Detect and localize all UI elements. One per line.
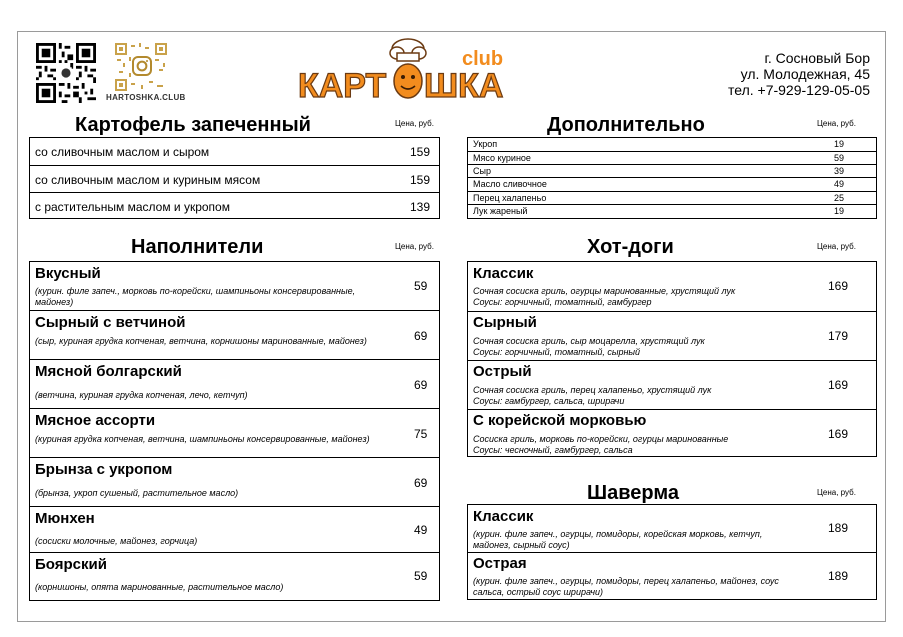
item-price: 75 bbox=[414, 427, 428, 441]
svg-text:club: club bbox=[462, 48, 504, 70]
extra-table bbox=[467, 137, 877, 219]
address-block bbox=[728, 50, 870, 98]
table-row bbox=[468, 505, 876, 552]
item-name: Мясо куриное bbox=[473, 153, 531, 163]
table-row bbox=[30, 192, 439, 218]
table-row bbox=[30, 138, 439, 165]
svg-text:ШКА: ШКА bbox=[424, 67, 504, 105]
table-row bbox=[468, 552, 876, 599]
instagram-label: HARTOSHKA.CLUB bbox=[106, 93, 186, 102]
address-street: ул. Молодежная, 45 bbox=[740, 66, 870, 82]
item-name: Боярский bbox=[35, 556, 107, 573]
item-price: 59 bbox=[834, 153, 845, 163]
item-name: Сырный bbox=[473, 314, 537, 331]
item-price: 169 bbox=[828, 378, 849, 392]
item-name: Перец халапеньо bbox=[473, 193, 547, 203]
item-name: С корейской морковью bbox=[473, 412, 647, 429]
table-row bbox=[30, 262, 439, 310]
item-price: 189 bbox=[828, 521, 849, 535]
item-name: Классик bbox=[473, 265, 534, 282]
item-price: 69 bbox=[414, 329, 428, 343]
qr-code-icon bbox=[36, 43, 96, 103]
table-row bbox=[468, 204, 876, 218]
baked-table bbox=[29, 137, 440, 219]
item-description: Сочная сосиска гриль, перец халапеньо, хрустящий лук bbox=[473, 385, 712, 395]
fillings-table bbox=[29, 261, 440, 601]
item-name: Сырный с ветчиной bbox=[35, 314, 186, 331]
table-row bbox=[468, 151, 876, 164]
item-price: 19 bbox=[834, 139, 845, 149]
item-price: 59 bbox=[414, 279, 428, 293]
item-name: со сливочным маслом и куриным мясом bbox=[35, 173, 261, 187]
item-price: 159 bbox=[410, 173, 431, 187]
section-title-fillings: Наполнители bbox=[131, 236, 264, 258]
address-city: г. Сосновый Бор bbox=[764, 50, 870, 66]
item-description: Сочная сосиска гриль, сыр моцарелла, хрустящий лук bbox=[473, 336, 705, 346]
kartoshka-club-logo bbox=[296, 35, 512, 107]
item-description: (курин. филе запеч., огурцы, помидоры, корейская морковь, кетчуп, майонез, сырный соус) bbox=[473, 529, 763, 550]
table-row bbox=[30, 457, 439, 506]
section-title-baked: Картофель запеченный bbox=[75, 114, 311, 136]
item-description: (курин. филе запеч., огурцы, помидоры, перец халапеньо, майонез, соус сальса, острый соус шрирачи) bbox=[473, 576, 779, 597]
item-name: Классик bbox=[473, 508, 534, 525]
table-row bbox=[30, 506, 439, 552]
item-price: 59 bbox=[414, 569, 428, 583]
shawarma-table bbox=[467, 504, 877, 600]
table-row bbox=[30, 310, 439, 359]
item-price: 179 bbox=[828, 329, 849, 343]
item-name: Мюнхен bbox=[35, 510, 95, 527]
item-name: Острая bbox=[473, 555, 527, 572]
item-sauces: Соусы: горчичный, томатный, сырный bbox=[473, 347, 641, 357]
item-name: Брынза с укропом bbox=[35, 461, 173, 478]
item-name: Сыр bbox=[473, 166, 491, 176]
price-header-shawarma: Цена, руб. bbox=[817, 488, 856, 497]
table-row bbox=[468, 138, 876, 151]
item-description: (курин. филе запеч., морковь по-корейски, шампиньоны консервированные, майонез) bbox=[35, 286, 356, 307]
item-name: со сливочным маслом и сыром bbox=[35, 145, 210, 159]
item-name: с растительным маслом и укропом bbox=[35, 200, 230, 214]
section-title-hotdogs: Хот-доги bbox=[587, 236, 674, 258]
item-price: 69 bbox=[414, 378, 428, 392]
item-name: Масло сливочное bbox=[473, 179, 547, 189]
price-header-fillings: Цена, руб. bbox=[395, 242, 434, 251]
item-sauces: Соусы: гамбургер, сальса, шрирачи bbox=[473, 396, 625, 406]
item-name: Мясной болгарский bbox=[35, 363, 182, 380]
item-price: 49 bbox=[414, 523, 428, 537]
item-price: 169 bbox=[828, 279, 849, 293]
instagram-qr-icon bbox=[115, 43, 167, 91]
price-header-hotdogs: Цена, руб. bbox=[817, 242, 856, 251]
section-title-shawarma: Шаверма bbox=[587, 482, 679, 504]
item-sauces: Соусы: горчичный, томатный, гамбургер bbox=[473, 297, 652, 307]
item-price: 19 bbox=[834, 206, 845, 216]
item-name: Вкусный bbox=[35, 265, 101, 282]
item-description: (сосиски молочные, майонез, горчица) bbox=[35, 536, 198, 546]
chef-hat-icon bbox=[390, 39, 426, 61]
table-row bbox=[30, 408, 439, 457]
item-price: 69 bbox=[414, 476, 428, 490]
item-name: Мясное ассорти bbox=[35, 412, 156, 429]
item-name: Острый bbox=[473, 363, 532, 380]
item-description: (ветчина, куриная грудка копченая, лечо, кетчуп) bbox=[35, 390, 248, 400]
table-row bbox=[468, 191, 876, 204]
item-description: (корнишоны, опята маринованные, растительное масло) bbox=[35, 582, 284, 592]
table-row bbox=[30, 552, 439, 600]
item-description: Сочная сосиска гриль, огурцы маринованные, хрустящий лук bbox=[473, 286, 736, 296]
table-row bbox=[468, 360, 876, 409]
item-price: 169 bbox=[828, 427, 849, 441]
section-title-extra: Дополнительно bbox=[547, 114, 705, 136]
item-price: 189 bbox=[828, 569, 849, 583]
item-price: 159 bbox=[410, 145, 431, 159]
item-description: Сосиска гриль, морковь по-корейски, огурцы маринованные bbox=[473, 434, 729, 444]
item-sauces: Соусы: чесночный, гамбургер, сальса bbox=[473, 445, 633, 455]
table-row bbox=[468, 311, 876, 360]
item-price: 49 bbox=[834, 179, 845, 189]
address-phone: тел. +7-929-129-05-05 bbox=[728, 82, 870, 98]
price-header-extra: Цена, руб. bbox=[817, 119, 856, 128]
item-name: Укроп bbox=[473, 139, 498, 149]
table-row bbox=[30, 359, 439, 408]
table-row bbox=[468, 164, 876, 177]
hotdogs-table bbox=[467, 261, 877, 457]
price-header-baked: Цена, руб. bbox=[395, 119, 434, 128]
table-row bbox=[468, 262, 876, 311]
item-name: Лук жареный bbox=[473, 206, 528, 216]
item-description: (брынза, укроп сушеный, растительное масло) bbox=[35, 488, 239, 498]
item-price: 39 bbox=[834, 166, 845, 176]
item-description: (куриная грудка копченая, ветчина, шампиньоны консервированные, майонез) bbox=[35, 434, 370, 444]
table-row bbox=[30, 165, 439, 192]
table-row bbox=[468, 177, 876, 191]
item-price: 25 bbox=[834, 193, 845, 203]
potato-face-icon bbox=[394, 64, 422, 98]
table-row bbox=[468, 409, 876, 456]
svg-text:КАРТ: КАРТ bbox=[298, 67, 387, 105]
item-price: 139 bbox=[410, 200, 431, 214]
item-description: (сыр, куриная грудка копченая, ветчина, корнишоны маринованные, майонез) bbox=[35, 336, 367, 346]
